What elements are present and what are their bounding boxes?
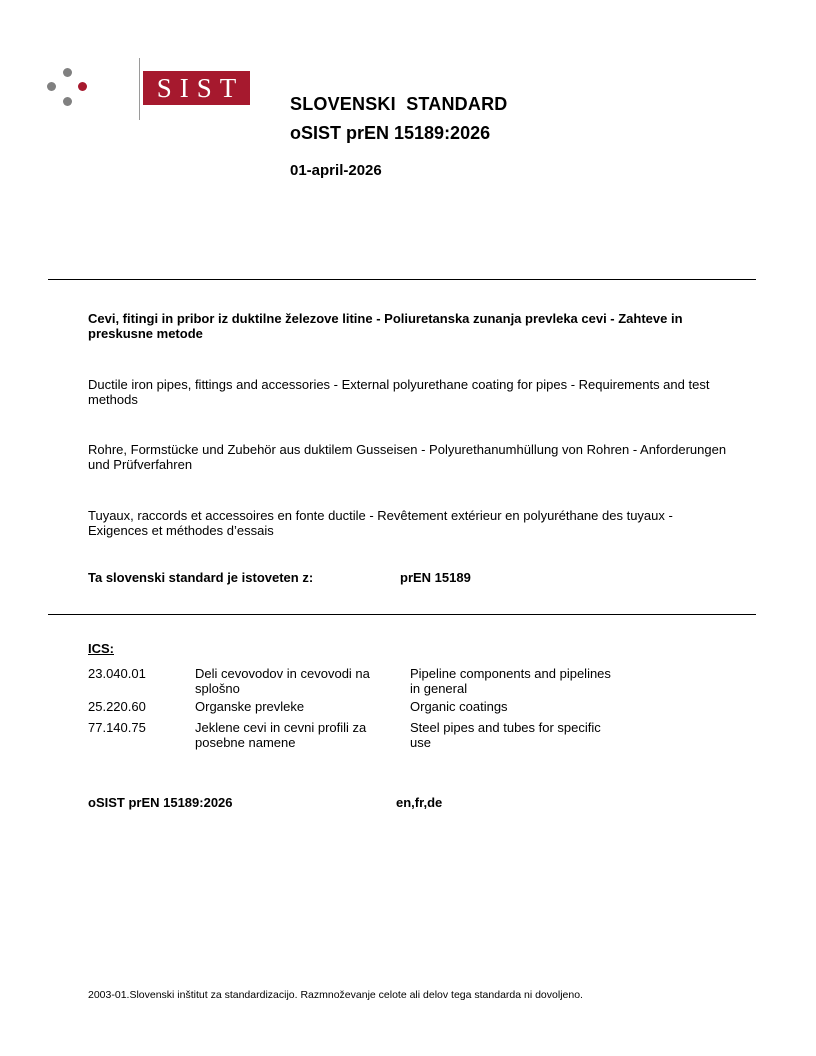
ics-description-sl: Deli cevovodov in cevovodi na splošno [195, 666, 370, 696]
ics-heading: ICS: [88, 641, 114, 656]
divider-bottom [48, 614, 756, 615]
ics-code: 23.040.01 [88, 666, 146, 681]
standard-number: oSIST prEN 15189:2026 [290, 123, 491, 143]
logo-dot-icon [63, 97, 72, 106]
ics-description-en: Organic coatings [410, 699, 508, 714]
footer-standard-number: oSIST prEN 15189:2026 [88, 795, 233, 810]
logo-dot-icon [47, 82, 56, 91]
publication-date: 01-april-2026 [290, 162, 382, 179]
logo-dot-icon [63, 68, 72, 77]
divider-top [48, 279, 756, 280]
title-french: Tuyaux, raccords et accessoires en fonte ductile - Revêtement extérieur en polyuréthane des tuyaux - Exigences et méthodes d’essais [88, 508, 673, 538]
footer-languages: en,fr,de [396, 795, 443, 810]
ics-description-en: Steel pipes and tubes for specific use [410, 720, 601, 750]
ics-description-sl: Organske prevleke [195, 699, 305, 714]
title-german: Rohre, Formstücke und Zubehör aus duktilem Gusseisen - Polyurethanumhüllung von Rohren - Anforderungen und Prüfverfahren [88, 442, 727, 472]
ics-description-en: Pipeline components and pipelines in general [410, 666, 611, 696]
identical-label: Ta slovenski standard je istoveten z: [88, 570, 314, 585]
copyright-notice: 2003-01.Slovenski inštitut za standardizacijo. Razmnoževanje celote ali delov tega standarda ni dovoljeno. [88, 989, 583, 1001]
ics-code: 25.220.60 [88, 699, 146, 714]
logo-box [143, 71, 250, 105]
identical-value: prEN 15189 [400, 570, 471, 585]
logo-divider [139, 58, 140, 120]
logo-text: SIST [156, 73, 245, 103]
standard-type: SLOVENSKI STANDARD [290, 94, 508, 114]
logo-dot-icon [78, 82, 87, 91]
ics-code: 77.140.75 [88, 720, 146, 735]
title-english: Ductile iron pipes, fittings and accessories - External polyurethane coating for pipes - Requirements and test methods [88, 377, 710, 407]
sist-logo [46, 58, 245, 120]
ics-description-sl: Jeklene cevi in cevni profili za posebne namene [195, 720, 367, 750]
title-slovenian: Cevi, fitingi in pribor iz duktilne železove litine - Poliuretanska zunanja prevleka cevi - Zahteve in preskusne metode [88, 311, 683, 341]
